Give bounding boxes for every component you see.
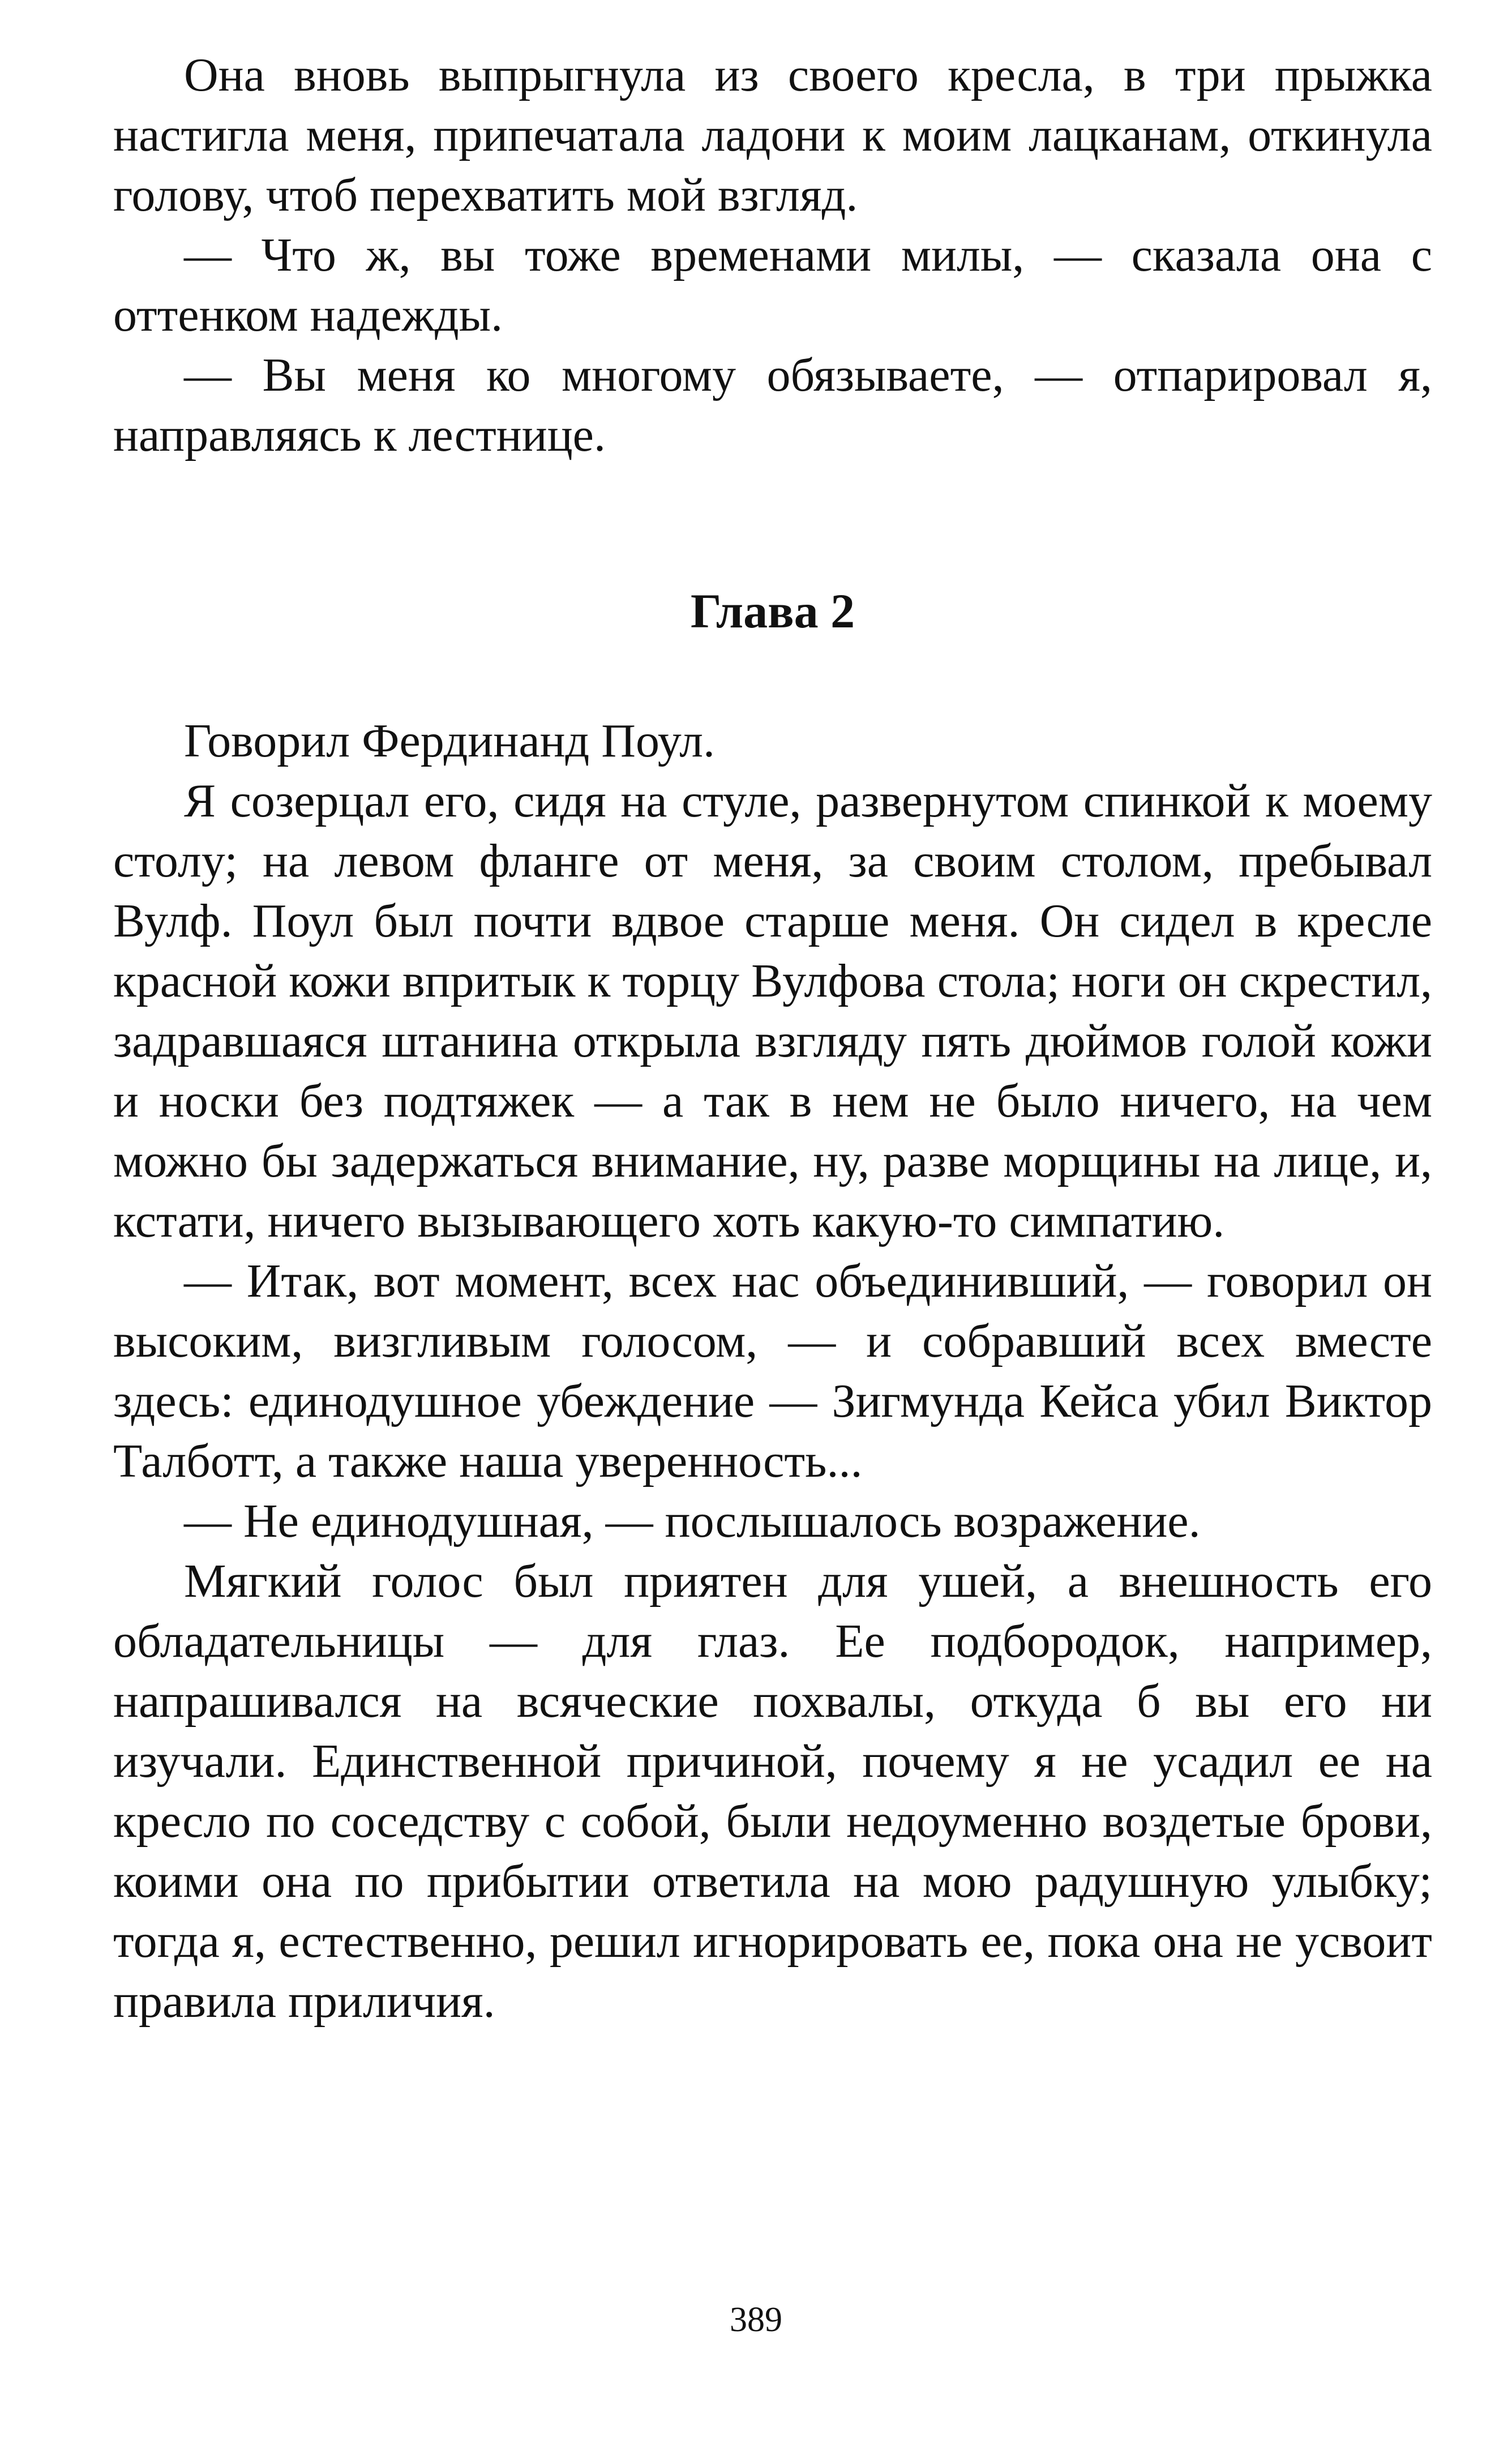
dialogue-paragraph: — Вы меня ко многому обязываете, — отпарировал я, направляясь к лестнице.	[113, 349, 1432, 461]
book-page	[113, 45, 1432, 2032]
paragraph: Она вновь выпрыгнула из своего кресла, в три прыжка настигла меня, припечатала ладони к моим лацканам, откинула голову, чтоб перехватить мой взгляд.	[113, 49, 1432, 221]
dialogue-paragraph: — Итак, вот момент, всех нас объединивший, — говорил он высоким, визгливым голосом, — и собравший всех вместе здесь: единодушное убеждение — Зигмунда Кейса убил Виктор Талботт, а также наша уверенность...	[113, 1255, 1432, 1487]
dialogue-paragraph: — Не единодушная, — послышалось возражение.	[184, 1495, 1201, 1547]
chapter-title: Глава 2	[690, 584, 855, 638]
dialogue-paragraph: — Что ж, вы тоже временами милы, — сказала она с оттенком надежды.	[113, 229, 1432, 341]
paragraph: Мягкий голос был приятен для ушей, а внешность его обладательницы — для глаз. Ее подбородок, например, напрашивался на всяческие похвалы, откуда б вы его ни изучали. Единственной причиной, почему я не усадил ее на кресло по соседству с собой, были недоуменно воздетые брови, коими она по прибытии ответила на мою радушную улыбку; тогда я, естественно, решил игнорировать ее, пока она не усвоит правила приличия.	[113, 1555, 1432, 2028]
paragraph: Говорил Фердинанд Поул.	[184, 715, 715, 767]
paragraph: Я созерцал его, сидя на стуле, развернутом спинкой к моему столу; на левом фланге от меня, за своим столом, пребывал Вулф. Поул был почти вдвое старше меня. Он сидел в кресле красной кожи впритык к торцу Вулфова стола; ноги он скрестил, задравшаяся штанина открыла взгляду пять дюймов голой кожи и носки без подтяжек — а так в нем не было ничего, на чем можно бы задержаться внимание, ну, разве морщины на лице, и, кстати, ничего вызывающего хоть какую-то симпатию.	[113, 775, 1432, 1247]
page-number: 389	[730, 2301, 782, 2339]
